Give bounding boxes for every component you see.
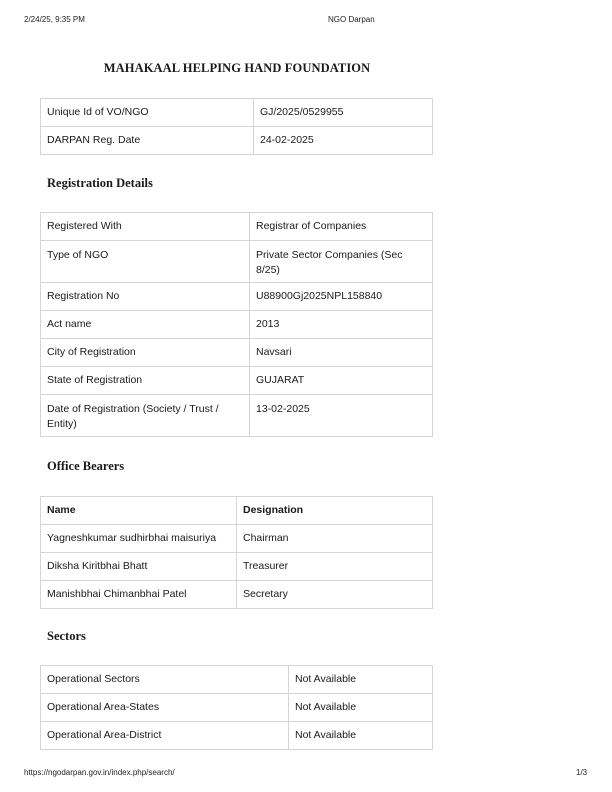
row-value: 2013 xyxy=(250,311,433,339)
row-value: GJ/2025/0529955 xyxy=(254,99,433,127)
table-row xyxy=(41,525,433,553)
row-label: Registered With xyxy=(41,213,250,241)
table-row xyxy=(41,367,433,395)
bearer-designation: Secretary xyxy=(237,581,433,609)
row-label: Operational Area-District xyxy=(41,722,289,750)
row-value: Not Available xyxy=(289,666,433,694)
office-bearers-heading: Office Bearers xyxy=(47,459,125,473)
table-row xyxy=(41,99,433,127)
registration-heading: Registration Details xyxy=(47,176,153,190)
page-number: 1/3 xyxy=(576,768,588,777)
row-label: City of Registration xyxy=(41,339,250,367)
sectors-table xyxy=(40,665,433,750)
row-value: 24-02-2025 xyxy=(254,127,433,155)
table-row xyxy=(41,283,433,311)
row-value: GUJARAT xyxy=(250,367,433,395)
id-table xyxy=(40,98,433,155)
table-row xyxy=(41,395,433,437)
table-row xyxy=(41,339,433,367)
table-header-row xyxy=(41,497,433,525)
bearer-designation: Chairman xyxy=(237,525,433,553)
row-label: DARPAN Reg. Date xyxy=(41,127,254,155)
table-row xyxy=(41,694,433,722)
bearer-name: Yagneshkumar sudhirbhai maisuriya xyxy=(41,525,237,553)
registration-table xyxy=(40,212,433,437)
organization-name: MAHAKAAL HELPING HAND FOUNDATION xyxy=(103,61,371,75)
row-value: Navsari xyxy=(250,339,433,367)
row-label: Type of NGO xyxy=(41,241,250,283)
column-header-name: Name xyxy=(41,497,237,525)
row-label: Act name xyxy=(41,311,250,339)
row-value: U88900Gj2025NPL158840 xyxy=(250,283,433,311)
bearer-name: Diksha Kiritbhai Bhatt xyxy=(41,553,237,581)
page-url[interactable]: https://ngodarpan.gov.in/index.php/search/ xyxy=(24,768,175,777)
row-label: State of Registration xyxy=(41,367,250,395)
row-value: Not Available xyxy=(289,694,433,722)
table-row xyxy=(41,241,433,283)
bearer-designation: Treasurer xyxy=(237,553,433,581)
table-row xyxy=(41,666,433,694)
column-header-designation: Designation xyxy=(237,497,433,525)
row-label: Operational Area-States xyxy=(41,694,289,722)
row-label: Operational Sectors xyxy=(41,666,289,694)
site-title: NGO Darpan xyxy=(328,15,375,24)
sectors-heading: Sectors xyxy=(47,629,86,643)
bearer-name: Manishbhai Chimanbhai Patel xyxy=(41,581,237,609)
office-bearers-table xyxy=(40,496,433,609)
table-row xyxy=(41,553,433,581)
table-row xyxy=(41,722,433,750)
table-row xyxy=(41,311,433,339)
row-label: Date of Registration (Society / Trust / Entity) xyxy=(41,395,250,437)
table-row xyxy=(41,581,433,609)
row-value: Private Sector Companies (Sec 8/25) xyxy=(250,241,433,283)
print-datetime: 2/24/25, 9:35 PM xyxy=(24,15,85,24)
table-row xyxy=(41,213,433,241)
row-value: 13-02-2025 xyxy=(250,395,433,437)
row-value: Registrar of Companies xyxy=(250,213,433,241)
table-row xyxy=(41,127,433,155)
row-label: Unique Id of VO/NGO xyxy=(41,99,254,127)
row-label: Registration No xyxy=(41,283,250,311)
row-value: Not Available xyxy=(289,722,433,750)
